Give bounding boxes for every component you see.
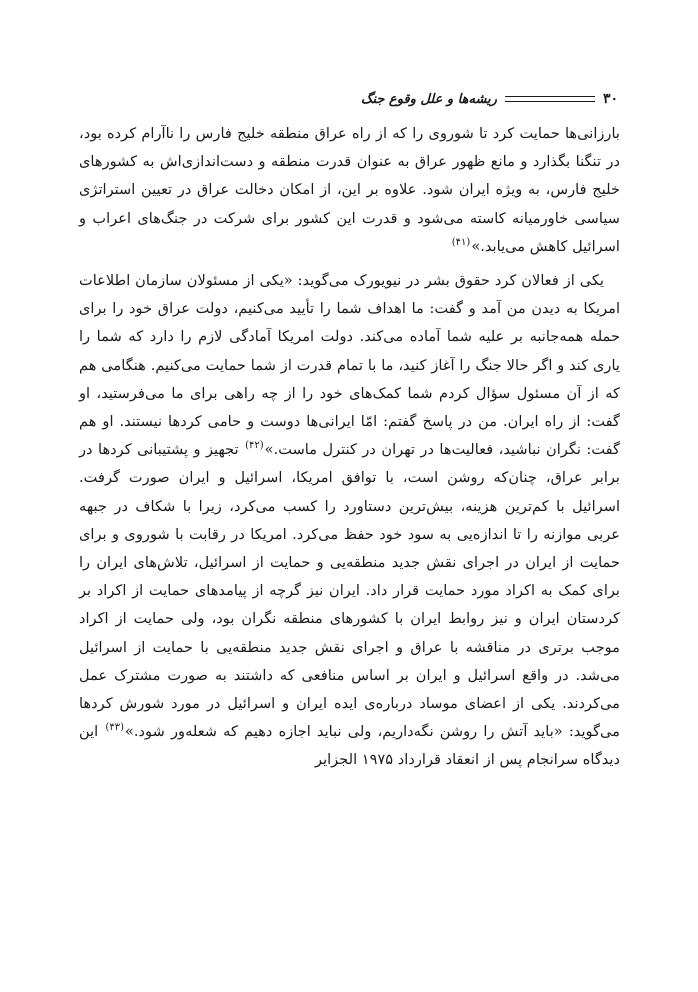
- page-header: [78, 86, 618, 112]
- paragraph-1: [79, 120, 620, 261]
- page-number: ۳۰: [602, 91, 618, 107]
- paragraph-text: یکی از فعالان کرد حقوق بشر در نیویورک می‌گوید: «یکی از مسئولان سازمان اطلاعات امریکا به دیدن من آمد و گفت: ما اهداف شما را تأیید می‌کنیم، دولت عراق خود را برای حمله همه‌جانبه بر علیه شما آماده می‌کند. دولت امریکا آمادگی لازم را دارد که شما را یاری کند و اگر حالا جنگ را آغاز کنید، ما با تمام قدرت از شما حمایت می‌کنیم. هنگامی هم که از آن مسئول سؤال کردم شما کمک‌های خود را از چه راهی برای ما می‌فرستید، او گفت: از راه ایران. من در پاسخ گفتم: امّا ایرانی‌ها دوست و حامی کردها نیستند. او هم گفت: نگران نباشید، فعالیت‌ها در تهران در کنترل ماست.»: [79, 272, 620, 459]
- body-text: [79, 120, 620, 775]
- running-title: ریشه‌ها و علل وقوع جنگ: [360, 91, 497, 107]
- footnote-ref-42: (۴۲): [245, 440, 264, 452]
- footnote-ref-41: (۴۱): [451, 236, 471, 248]
- paragraph-text: تجهیز و پشتیبانی کردها در برابر عراق، چنان‌که روشن است، با توافق امریکا، اسرائیل و ایران صورت گرفت. اسرائیل با کم‌ترین هزینه، بیش‌ترین دستاورد را کسب می‌کرد، زیرا با شکاف در جبهه عربی موازنه را تا اندازه‌یی به سود خود حفظ می‌کرد. امریکا در رقابت با شوروی و برای حمایت از ایران در اجرای نقش جدید منطقه‌یی و حمایت از اسرائیل، تلاش‌های ایران را برای کمک به اکراد مورد حمایت قرار داد. ایران نیز گرچه از پیامدهای حمایت از اکراد بر کردستان ایران و نیز روابط ایران با کشورهای منطقه نگران بود، ولی حمایت از اکراد موجب برتری در مناقشه با عراق و اجرای نقش جدید منطقه‌یی با حمایت از اسرائیل می‌شد. در واقع اسرائیل و ایران بر اساس منافعی که داشتند به صورت مشترک عمل می‌کردند. یکی از اعضای موساد درباره‌ی ایده ایران و اسرائیل در مورد شورش کردها می‌گوید: «باید آتش را روشن نگه‌داریم، ولی نباید اجازه دهیم که شعله‌ور شود.»: [79, 441, 620, 741]
- paragraph-text: بارزانی‌ها حمایت کرد تا شوروی را که از راه عراق منطقه خلیج فارس را ناآرام کرده بود، در تنگنا بگذارد و مانع ظهور عراق به عنوان قدرت منطقه و دست‌اندازی‌اش به کشورهای خلیج فارس، به ویژه ایران شود. علاوه بر این، از امکان دخالت عراق در تعیین استراتژی سیاسی خاورمیانه کاسته می‌شود و قدرت این کشور برای شرکت در جنگ‌های اعراب و اسرائیل کاهش می‌یابد.»: [79, 125, 620, 255]
- paragraph-text: این دیدگاه سرانجام پس از انعقاد قرارداد ۱۹۷۵ الجزایر: [79, 723, 620, 769]
- paragraph-2: [79, 267, 620, 775]
- header-rule-decoration: [505, 96, 595, 102]
- footnote-ref-43: (۴۳): [105, 722, 124, 734]
